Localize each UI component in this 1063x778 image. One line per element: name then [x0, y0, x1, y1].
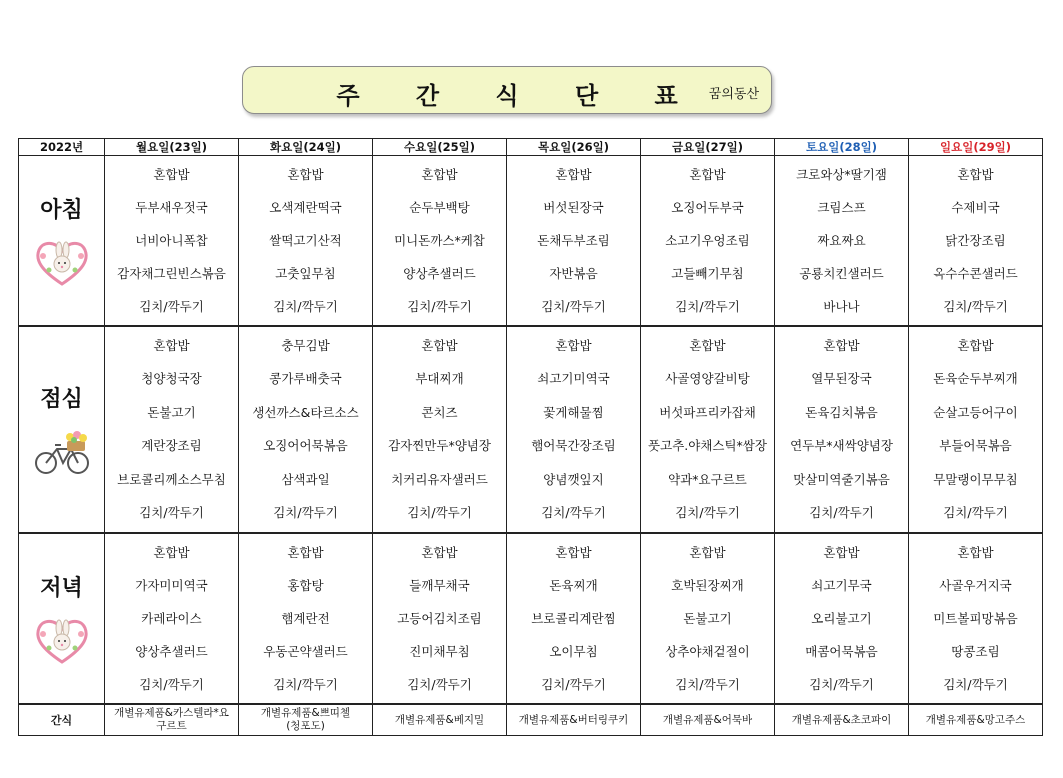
- lunch-sun: [909, 326, 1043, 534]
- menu-item: 혼합밥: [153, 166, 190, 182]
- menu-item: 김치/깍두기: [943, 677, 1008, 693]
- menu-item: 두부새우젓국: [135, 199, 208, 215]
- dinner-thu: [507, 533, 641, 704]
- snack-item: 개별유제품&망고주스: [925, 713, 1026, 726]
- menu-item: 오색계란떡국: [269, 199, 342, 215]
- menu-item: 너비아니폭찹: [135, 232, 208, 248]
- menu-item: 콘치즈: [421, 404, 458, 420]
- snack-thu: [507, 704, 641, 736]
- menu-item: 땅콩조림: [951, 644, 1000, 660]
- menu-item: 혼합밥: [555, 337, 592, 353]
- snack-wed: [373, 704, 507, 736]
- dinner-mon: [105, 533, 239, 704]
- menu-item: 매콤어묵볶음: [805, 644, 878, 660]
- menu-item: 상추야채겉절이: [665, 644, 750, 660]
- menu-item: 감자채그린빈스볶음: [117, 265, 226, 281]
- menu-item: 크로와상*딸기잼: [796, 166, 887, 182]
- menu-item: 김치/깍두기: [675, 298, 740, 314]
- menu-item: 부들어묵볶음: [939, 438, 1012, 454]
- menu-item: 김치/깍두기: [809, 677, 874, 693]
- menu-item: 혼합밥: [957, 337, 994, 353]
- menu-item: 고등어김치조림: [397, 611, 482, 627]
- menu-item: 수제비국: [951, 199, 1000, 215]
- day-header-sun: 일요일(29일): [909, 139, 1043, 156]
- menu-item: 브로콜리께소스무침: [117, 471, 226, 487]
- menu-item: 콩가루배춧국: [269, 371, 342, 387]
- menu-item: 혼합밥: [421, 166, 458, 182]
- menu-item: 김치/깍두기: [273, 298, 338, 314]
- meal-label: 저녁: [40, 576, 83, 602]
- menu-item: 혼합밥: [287, 545, 324, 561]
- page-title: 주 간 식 단 표: [336, 82, 702, 110]
- menu-item: 햄어묵간장조림: [531, 438, 616, 454]
- menu-item: 고들빼기무침: [671, 265, 744, 281]
- menu-item: 혼합밥: [957, 166, 994, 182]
- dinner-tue: [239, 533, 373, 704]
- snack-tue: [239, 704, 373, 736]
- menu-item: 연두부*새싹양념장: [790, 438, 893, 454]
- menu-item: 돈불고기: [147, 404, 196, 420]
- snack-sat: [775, 704, 909, 736]
- menu-item: 꽃게해물찜: [543, 404, 604, 420]
- menu-item: 김치/깍두기: [139, 505, 204, 521]
- breakfast-sat: [775, 156, 909, 326]
- flower-bicycle-icon: [33, 425, 91, 477]
- menu-item: 혼합밥: [689, 337, 726, 353]
- snack-sun: [909, 704, 1043, 736]
- day-header-thu: 목요일(26일): [507, 139, 641, 156]
- menu-item: 자반볶음: [549, 265, 598, 281]
- menu-item: 오징어두부국: [671, 199, 744, 215]
- menu-item: 버섯파프리카잡채: [659, 404, 756, 420]
- menu-item: 돈채두부조림: [537, 232, 610, 248]
- school-name: 꿈의동산: [708, 87, 759, 102]
- menu-item: 오리불고기: [811, 611, 872, 627]
- menu-item: 김치/깍두기: [139, 677, 204, 693]
- snack-item: 개별유제품&쁘띠첼: [260, 707, 351, 719]
- menu-item: 들깨무채국: [409, 578, 470, 594]
- menu-item: 김치/깍두기: [809, 505, 874, 521]
- weekly-menu-table: [18, 138, 1043, 736]
- menu-item: 미니돈까스*케찹: [394, 232, 485, 248]
- menu-item: 김치/깍두기: [407, 505, 472, 521]
- menu-item: 혼합밥: [823, 545, 860, 561]
- meal-label: 점심: [40, 386, 83, 412]
- menu-item: 소고기우엉조림: [665, 232, 750, 248]
- day-header-fri: 금요일(27일): [641, 139, 775, 156]
- menu-item: 김치/깍두기: [273, 677, 338, 693]
- menu-item: 닭간장조림: [945, 232, 1006, 248]
- menu-item: 혼합밥: [689, 545, 726, 561]
- snack-row: [19, 704, 1043, 736]
- lunch-wed: [373, 326, 507, 534]
- menu-item: 계란장조림: [141, 438, 202, 454]
- menu-item: 김치/깍두기: [675, 505, 740, 521]
- menu-item: 김치/깍두기: [943, 505, 1008, 521]
- header-row: [19, 139, 1043, 156]
- menu-item: 삼색과일: [281, 471, 330, 487]
- menu-item: 호박된장찌개: [671, 578, 744, 594]
- menu-item: 오이무침: [549, 644, 598, 660]
- dinner-row: [19, 533, 1043, 704]
- menu-item: 혼합밥: [421, 337, 458, 353]
- menu-item: 김치/깍두기: [675, 677, 740, 693]
- menu-item: 순살고등어구이: [933, 404, 1018, 420]
- menu-item: 혼합밥: [421, 545, 458, 561]
- menu-item: 공룡치킨샐러드: [799, 265, 884, 281]
- snack-item: 구르트: [156, 720, 187, 732]
- snack-fri: [641, 704, 775, 736]
- menu-item: 김치/깍두기: [541, 298, 606, 314]
- menu-item: 홍합탕: [287, 578, 324, 594]
- menu-item: 청양청국장: [141, 371, 202, 387]
- day-header-mon: 월요일(23일): [105, 139, 239, 156]
- menu-item: 김치/깍두기: [943, 298, 1008, 314]
- dinner-fri: [641, 533, 775, 704]
- menu-item: 쇠고기무국: [811, 578, 872, 594]
- menu-item: 쇠고기미역국: [537, 371, 610, 387]
- menu-item: 부대찌개: [415, 371, 464, 387]
- menu-item: 혼합밥: [153, 337, 190, 353]
- day-header-wed: 수요일(25일): [373, 139, 507, 156]
- dinner-wed: [373, 533, 507, 704]
- snack-item: (청포도): [286, 720, 325, 732]
- year-header: 2022년: [19, 139, 105, 156]
- menu-item: 김치/깍두기: [407, 677, 472, 693]
- menu-item: 오징어어묵볶음: [263, 438, 348, 454]
- menu-item: 가자미미역국: [135, 578, 208, 594]
- menu-item: 고춧잎무침: [275, 265, 336, 281]
- menu-item: 양상추샐러드: [135, 644, 208, 660]
- snack-item: 개별유제품&어묵바: [662, 713, 753, 726]
- menu-item: 햄계란전: [281, 611, 330, 627]
- menu-item: 김치/깍두기: [541, 505, 606, 521]
- menu-item: 미트볼피망볶음: [933, 611, 1018, 627]
- menu-item: 사골영양갈비탕: [665, 371, 750, 387]
- snack-label: 간식: [19, 704, 105, 736]
- menu-item: 혼합밥: [555, 166, 592, 182]
- menu-item: 혼합밥: [287, 166, 324, 182]
- lunch-sat: [775, 326, 909, 534]
- breakfast-thu: [507, 156, 641, 326]
- snack-item: 개별유제품&초코파이: [791, 713, 892, 726]
- lunch-row: [19, 326, 1043, 534]
- menu-item: 양상추샐러드: [403, 265, 476, 281]
- menu-item: 쌀떡고기산적: [269, 232, 342, 248]
- menu-item: 풋고추.야채스틱*쌈장: [648, 438, 767, 454]
- menu-item: 바나나: [823, 298, 860, 314]
- menu-item: 혼합밥: [153, 545, 190, 561]
- menu-item: 돈육순두부찌개: [933, 371, 1018, 387]
- lunch-mon: [105, 326, 239, 534]
- breakfast-tue: [239, 156, 373, 326]
- snack-item: 개별유제품&베지밀: [394, 713, 485, 726]
- menu-item: 돈불고기: [683, 611, 732, 627]
- snack-mon: [105, 704, 239, 736]
- menu-item: 버섯된장국: [543, 199, 604, 215]
- menu-item: 무말랭이무무침: [933, 471, 1018, 487]
- meal-label: 아침: [40, 197, 83, 223]
- menu-item: 김치/깍두기: [273, 505, 338, 521]
- menu-item: 김치/깍두기: [541, 677, 606, 693]
- lunch-thu: [507, 326, 641, 534]
- dinner-label-cell: [19, 533, 105, 704]
- bunny-heart-wreath-icon: [33, 614, 91, 666]
- lunch-label-cell: [19, 326, 105, 534]
- breakfast-label-cell: [19, 156, 105, 326]
- menu-item: 양념깻잎지: [543, 471, 604, 487]
- lunch-tue: [239, 326, 373, 534]
- snack-item: 개별유제품&버터링쿠키: [518, 713, 629, 726]
- menu-item: 우동곤약샐러드: [263, 644, 348, 660]
- menu-item: 크림스프: [817, 199, 866, 215]
- menu-item: 생선까스&타르소스: [252, 404, 359, 420]
- menu-item: 충무김밥: [281, 337, 330, 353]
- breakfast-row: [19, 156, 1043, 326]
- snack-item: 개별유제품&카스텔라*요: [114, 707, 229, 719]
- menu-item: 감자찐만두*양념장: [388, 438, 491, 454]
- menu-item: 약과*요구르트: [668, 471, 747, 487]
- menu-item: 혼합밥: [689, 166, 726, 182]
- dinner-sun: [909, 533, 1043, 704]
- menu-item: 혼합밥: [823, 337, 860, 353]
- dinner-sat: [775, 533, 909, 704]
- menu-item: 옥수수콘샐러드: [933, 265, 1018, 281]
- menu-item: 카레라이스: [141, 611, 202, 627]
- breakfast-sun: [909, 156, 1043, 326]
- bunny-heart-wreath-icon: [33, 236, 91, 288]
- menu-item: 진미채무침: [409, 644, 470, 660]
- title-banner: [242, 66, 772, 114]
- breakfast-wed: [373, 156, 507, 326]
- breakfast-mon: [105, 156, 239, 326]
- lunch-fri: [641, 326, 775, 534]
- day-header-sat: 토요일(28일): [775, 139, 909, 156]
- menu-item: 순두부백탕: [409, 199, 470, 215]
- menu-item: 돈육김치볶음: [805, 404, 878, 420]
- menu-item: 치커리유자샐러드: [391, 471, 488, 487]
- breakfast-fri: [641, 156, 775, 326]
- menu-item: 브로콜리계란찜: [531, 611, 616, 627]
- menu-item: 짜요짜요: [817, 232, 866, 248]
- day-header-tue: 화요일(24일): [239, 139, 373, 156]
- menu-item: 김치/깍두기: [407, 298, 472, 314]
- menu-item: 김치/깍두기: [139, 298, 204, 314]
- menu-item: 혼합밥: [555, 545, 592, 561]
- menu-item: 혼합밥: [957, 545, 994, 561]
- menu-item: 맛살미역줄기볶음: [793, 471, 890, 487]
- menu-item: 돈육찌개: [549, 578, 598, 594]
- menu-item: 사골우거지국: [939, 578, 1012, 594]
- menu-item: 열무된장국: [811, 371, 872, 387]
